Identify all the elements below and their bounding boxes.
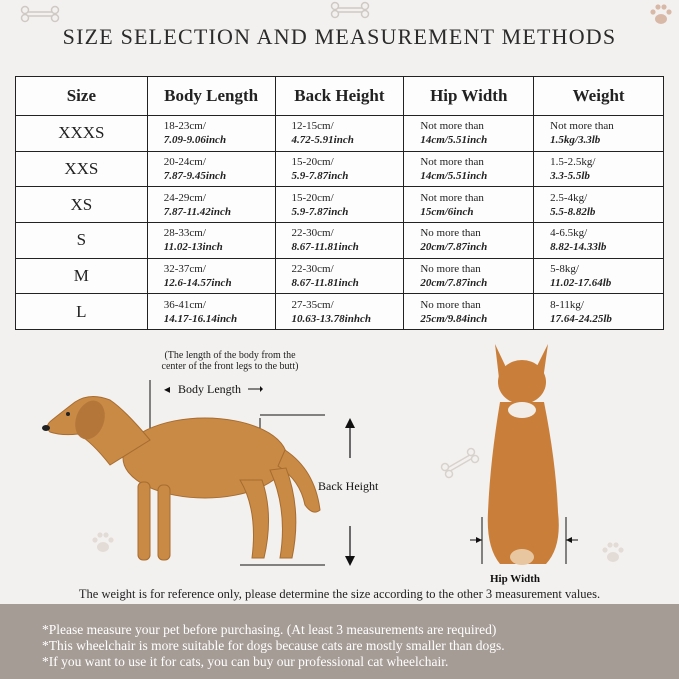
- footer-note: *This wheelchair is more suitable for dogs because cats are mostly smaller than dogs.: [42, 638, 505, 653]
- table-row: [16, 294, 664, 330]
- size-cell: M: [16, 258, 148, 294]
- golden-retriever-illustration: [30, 370, 350, 570]
- body-length-cell: 24-29cm/ 7.87-11.42inch: [147, 187, 275, 223]
- weight-cell: 4-6.5kg/ 8.82-14.33lb: [534, 222, 664, 258]
- size-cell: XXS: [16, 151, 148, 187]
- body-length-cell: 36-41cm/ 14.17-16.14inch: [147, 294, 275, 330]
- bone-icon: [330, 2, 370, 18]
- back-height-label: Back Height: [318, 479, 379, 493]
- size-table: [15, 76, 664, 330]
- body-length-cell: 32-37cm/ 12.6-14.57inch: [147, 258, 275, 294]
- table-row: [16, 187, 664, 223]
- back-height-cell: 15-20cm/ 5.9-7.87inch: [275, 187, 404, 223]
- footer-note: *If you want to use it for cats, you can buy our professional cat wheelchair.: [42, 654, 449, 669]
- weight-cell: Not more than 1.5kg/3.3lb: [534, 116, 664, 152]
- size-cell: XXXS: [16, 116, 148, 152]
- corgi-illustration: [470, 342, 580, 572]
- body-length-caption: (The length of the body from the center of the front legs to the butt): [161, 350, 299, 372]
- bone-icon: [20, 6, 60, 22]
- weight-cell: 8-11kg/ 17.64-24.25lb: [534, 294, 664, 330]
- body-length-label: ◂ Body Length: [164, 382, 241, 396]
- header-hip-width: Hip Width: [404, 77, 534, 116]
- table-header-row: [16, 77, 664, 116]
- back-height-cell: 15-20cm/ 5.9-7.87inch: [275, 151, 404, 187]
- weight-cell: 5-8kg/ 11.02-17.64lb: [534, 258, 664, 294]
- page-title: SIZE SELECTION AND MEASUREMENT METHODS: [62, 24, 617, 49]
- table-row: [16, 151, 664, 187]
- size-cell: L: [16, 294, 148, 330]
- size-cell: XS: [16, 187, 148, 223]
- hip-width-cell: Not more than 14cm/5.51inch: [404, 116, 534, 152]
- header-back-height: Back Height: [275, 77, 404, 116]
- hip-width-cell: No more than 20cm/7.87inch: [404, 258, 534, 294]
- body-length-cell: 28-33cm/ 11.02-13inch: [147, 222, 275, 258]
- back-height-cell: 12-15cm/ 4.72-5.91inch: [275, 116, 404, 152]
- table-row: [16, 258, 664, 294]
- footer-note: *Please measure your pet before purchasing. (At least 3 measurements are required): [42, 622, 497, 637]
- back-height-cell: 22-30cm/ 8.67-11.81inch: [275, 258, 404, 294]
- body-length-cell: 18-23cm/ 7.09-9.06inch: [147, 116, 275, 152]
- back-height-cell: 27-35cm/ 10.63-13.78inhch: [275, 294, 404, 330]
- header-size: Size: [16, 77, 148, 116]
- reference-note: The weight is for reference only, please determine the size according to the other 3 measurement values.: [78, 587, 601, 601]
- body-length-arrow: [168, 389, 263, 399]
- paw-print-icon: [600, 540, 626, 566]
- hip-width-cell: Not more than 15cm/6inch: [404, 187, 534, 223]
- size-cell: S: [16, 222, 148, 258]
- back-height-cell: 22-30cm/ 8.67-11.81inch: [275, 222, 404, 258]
- body-length-cell: 20-24cm/ 7.87-9.45inch: [147, 151, 275, 187]
- header-weight: Weight: [534, 77, 664, 116]
- hip-width-label: Hip Width: [490, 573, 541, 585]
- weight-cell: 2.5-4kg/ 5.5-8.82lb: [534, 187, 664, 223]
- table-row: [16, 116, 664, 152]
- hip-width-cell: No more than 25cm/9.84inch: [404, 294, 534, 330]
- hip-width-cell: Not more than 14cm/5.51inch: [404, 151, 534, 187]
- hip-width-cell: No more than 20cm/7.87inch: [404, 222, 534, 258]
- footer-notes: [0, 604, 679, 679]
- table-row: [16, 222, 664, 258]
- header-body-length: Body Length: [147, 77, 275, 116]
- weight-cell: 1.5-2.5kg/ 3.3-5.5lb: [534, 151, 664, 187]
